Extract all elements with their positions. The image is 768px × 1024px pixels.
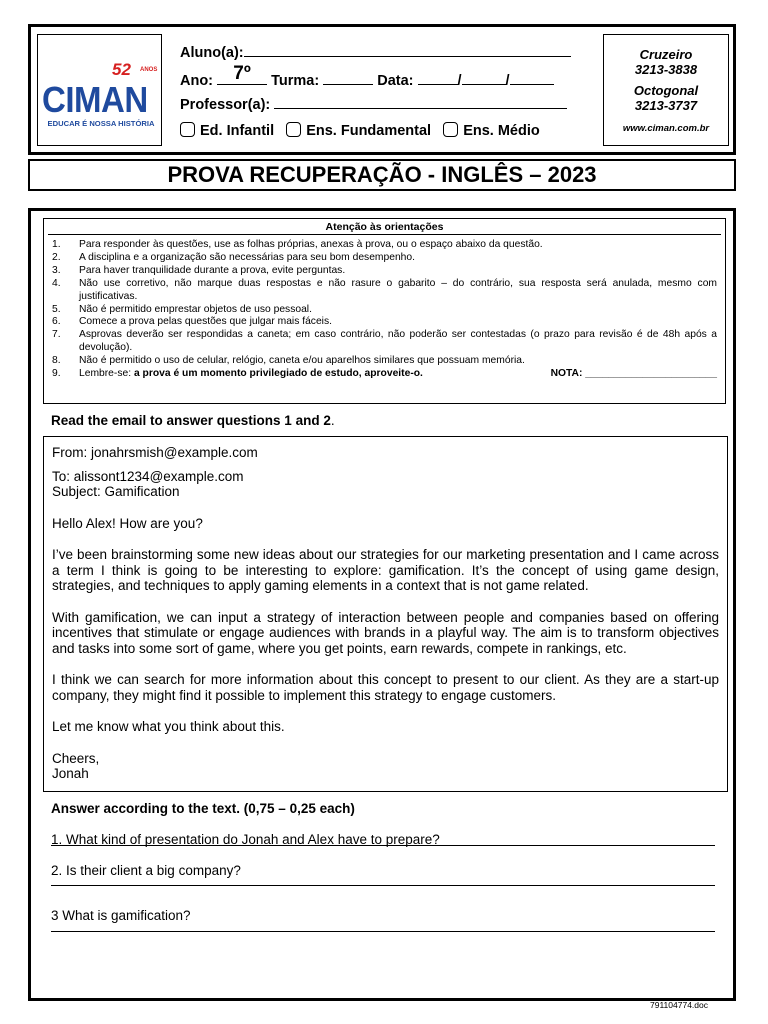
unit1-name: Cruzeiro — [639, 47, 693, 62]
exam-title: PROVA RECUPERAÇÃO - INGLÊS – 2023 — [28, 159, 736, 191]
email-text-box — [43, 436, 728, 792]
email-paragraph: I’ve been brainstorming some new ideas about our strategies for our marketing presentation and I came across a term I think is going to be interesting to explore: gamification. It’s the concept of using game design, strategies, and techniques to apply gaming elements in a context that is not game related. — [52, 547, 719, 593]
logo-tagline: EDUCAR É NOSSA HISTÓRIA — [47, 119, 155, 128]
question-1: 1. What kind of presentation do Jonah and Alex have to prepare? — [51, 832, 440, 847]
level-option-fundamental[interactable]: Ens. Fundamental — [286, 123, 431, 139]
student-name-field[interactable] — [180, 45, 571, 61]
teacher-label: Professor(a): — [180, 97, 271, 113]
teacher-line[interactable] — [274, 97, 567, 109]
level-option-infantil[interactable]: Ed. Infantil — [180, 123, 274, 139]
checkbox-icon[interactable] — [286, 122, 301, 137]
checkbox-icon[interactable] — [180, 122, 195, 137]
website: www.ciman.com.br — [622, 123, 710, 134]
email-paragraph: I think we can search for more information about this concept to present to our client. As they are a start-up company, they might find it possible to implement this strategy to engage customers. — [52, 672, 719, 703]
checkbox-icon[interactable] — [443, 122, 458, 137]
orientation-item: 7. Asprovas deverão ser respondidas a caneta; em caso contrário, não poderão ser contestadas (o prazo para revisão é de 48h após a devolução). — [52, 329, 717, 354]
email-signature: Jonah — [52, 766, 89, 781]
school-logo — [37, 34, 162, 146]
year-value: 7º — [233, 63, 251, 84]
logo-anniversary-label: ANOS — [140, 67, 158, 73]
grade-field[interactable]: NOTA: _______________________ — [550, 368, 717, 380]
class-info-row: Ano: 7º Turma: Data: / / — [180, 71, 554, 89]
year-label: Ano: — [180, 73, 214, 89]
level-option-medio[interactable]: Ens. Médio — [443, 123, 540, 139]
date-month-field[interactable] — [462, 73, 506, 85]
unit2-phone: 3213-3737 — [634, 98, 698, 113]
date-year-field[interactable] — [510, 73, 554, 85]
student-name-line[interactable] — [244, 45, 571, 57]
orientation-item: 3. Para haver tranquilidade durante a prova, evite perguntas. — [52, 264, 346, 276]
class-field[interactable] — [323, 73, 373, 85]
email-paragraph: Let me know what you think about this. — [52, 719, 285, 734]
email-from: From: jonahrsmish@example.com — [52, 445, 258, 460]
email-greeting: Hello Alex! How are you? — [52, 515, 203, 531]
question-3: 3 What is gamification? — [51, 908, 191, 923]
answer-line-2[interactable] — [51, 885, 715, 886]
date-day-field[interactable] — [418, 73, 458, 85]
teacher-field[interactable] — [180, 97, 567, 113]
orientation-item: 4. Não use corretivo, não marque duas respostas e não rasure o gabarito – do contrário, sua resposta será anulada, mesmo com justificativas. — [52, 277, 717, 302]
logo-wordmark: CIMAN — [42, 79, 148, 120]
answer-line-1[interactable] — [51, 845, 715, 846]
answer-instruction: Answer according to the text. (0,75 – 0,25 each) — [51, 801, 355, 816]
orientations-list — [52, 239, 717, 381]
class-label: Turma: — [271, 73, 320, 89]
orientation-item: 5. Não é permitido emprestar objetos de uso pessoal. — [52, 303, 312, 315]
unit2-name: Octogonal — [633, 83, 699, 98]
exam-body — [28, 208, 736, 1001]
email-closing: Cheers, — [52, 750, 100, 766]
orientation-item: 1. Para responder às questões, use as folhas próprias, anexas à prova, ou o espaço abaixo da questão. — [52, 239, 543, 250]
email-subject: Subject: Gamification — [52, 484, 180, 499]
exam-header — [28, 24, 736, 155]
orientation-item: 2. A disciplina e a organização são necessárias para seu bom desempenho. — [52, 251, 416, 263]
date-label: Data: — [377, 73, 414, 89]
question-2: 2. Is their client a big company? — [51, 863, 241, 878]
student-name-label: Aluno(a): — [180, 45, 244, 61]
email-paragraph: With gamification, we can input a strategy of interaction between people and companies based on offering incentives that stimulate or engage audiences with brands in a playful way. The aim is to transform objectives and tasks into some sort of game, where you get points, earn rewards, compete in rankings, etc. — [52, 609, 719, 656]
document-code: 791104774.doc — [650, 1000, 708, 1010]
year-field[interactable] — [217, 63, 267, 85]
orientation-item-last: 9. Lembre-se: a prova é um momento privilegiado de estudo, aproveite-o. NOTA: _______________________ — [52, 368, 717, 380]
answer-line-3[interactable] — [51, 931, 715, 932]
logo-anniversary-number: 52 — [112, 60, 131, 79]
orientations-box — [43, 218, 726, 404]
unit1-phone: 3213-3838 — [634, 62, 698, 77]
level-options — [180, 122, 540, 139]
orientations-title: Atenção às orientações — [48, 221, 721, 235]
contact-box — [603, 34, 729, 146]
email-to: To: alissont1234@example.com — [52, 468, 244, 484]
reading-instruction: Read the email to answer questions 1 and 2. — [51, 413, 335, 428]
orientation-item: 6. Comece a prova pelas questões que julgar mais fáceis. — [52, 316, 332, 328]
orientation-item: 8. Não é permitido o uso de celular, relógio, caneta e/ou aparelhos similares que possuam memória. — [52, 355, 525, 367]
